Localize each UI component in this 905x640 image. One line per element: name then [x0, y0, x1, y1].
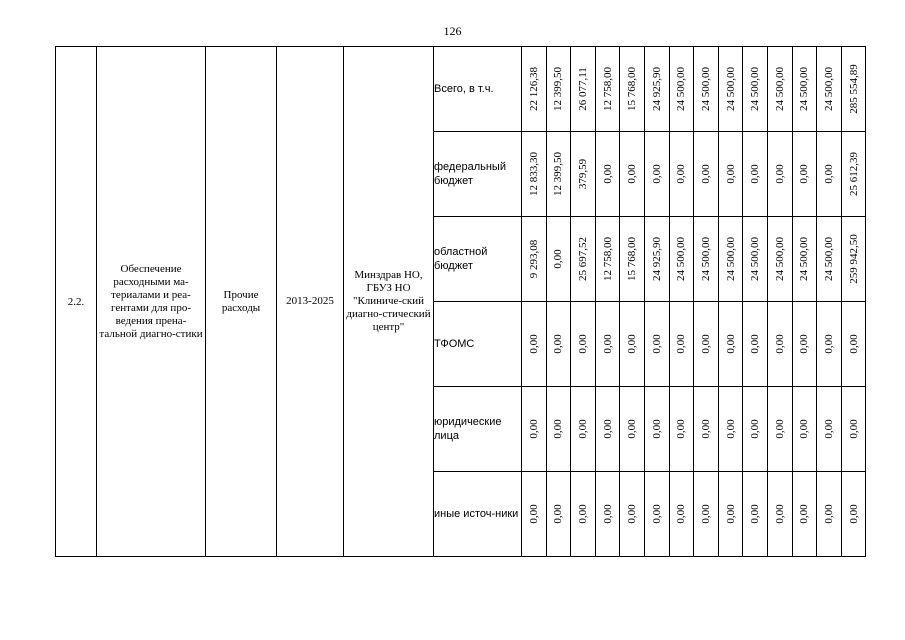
value-cell — [767, 387, 792, 472]
value-text: 0,00 — [822, 504, 835, 524]
value-text: 24 500,00 — [773, 67, 786, 111]
value-text: 0,00 — [822, 419, 835, 439]
value-cell — [669, 387, 694, 472]
value-text: 26 077,11 — [576, 67, 589, 111]
period-cell: 2013-2025 — [277, 47, 344, 557]
value-cell — [595, 217, 620, 302]
value-text: 12 399,50 — [552, 67, 565, 111]
value-text: 24 500,00 — [724, 67, 737, 111]
value-text: 0,00 — [773, 504, 786, 524]
value-cell — [841, 472, 866, 557]
value-text: 0,00 — [527, 334, 540, 354]
value-text: 24 500,00 — [822, 67, 835, 111]
value-text: 25 612,39 — [847, 152, 860, 196]
value-cell — [522, 472, 547, 557]
value-text: 0,00 — [749, 419, 762, 439]
value-text: 0,00 — [724, 334, 737, 354]
value-cell — [743, 217, 768, 302]
value-cell — [669, 217, 694, 302]
value-cell — [767, 217, 792, 302]
value-text: 12 758,00 — [601, 67, 614, 111]
value-text: 0,00 — [552, 504, 565, 524]
value-text: 0,00 — [675, 419, 688, 439]
value-cell — [817, 47, 842, 132]
value-text: 285 554,89 — [847, 64, 860, 114]
value-cell — [571, 387, 596, 472]
value-cell — [595, 472, 620, 557]
value-cell — [718, 387, 743, 472]
value-text: 15 768,00 — [626, 237, 639, 281]
value-text: 0,00 — [650, 164, 663, 184]
value-cell — [571, 217, 596, 302]
value-text: 0,00 — [773, 419, 786, 439]
value-cell — [792, 472, 817, 557]
value-cell — [694, 387, 719, 472]
budget-table — [55, 46, 866, 557]
value-text: 0,00 — [675, 164, 688, 184]
value-cell — [546, 302, 571, 387]
value-cell — [546, 217, 571, 302]
value-text: 0,00 — [699, 419, 712, 439]
value-cell — [595, 132, 620, 217]
value-cell — [546, 47, 571, 132]
value-cell — [620, 47, 645, 132]
value-text: 0,00 — [601, 334, 614, 354]
value-cell — [669, 47, 694, 132]
value-text: 0,00 — [749, 164, 762, 184]
value-text: 0,00 — [601, 164, 614, 184]
value-cell — [669, 132, 694, 217]
funding-source-label: иные источ-ники — [434, 472, 522, 557]
value-text: 15 768,00 — [626, 67, 639, 111]
value-text: 0,00 — [822, 164, 835, 184]
value-cell — [546, 387, 571, 472]
value-cell — [841, 302, 866, 387]
value-cell — [522, 302, 547, 387]
value-cell — [694, 302, 719, 387]
value-cell — [718, 302, 743, 387]
value-text: 0,00 — [675, 334, 688, 354]
value-cell — [841, 217, 866, 302]
value-cell — [817, 217, 842, 302]
value-cell — [669, 302, 694, 387]
table-row — [56, 47, 866, 132]
value-cell — [792, 47, 817, 132]
value-text: 9 293,08 — [527, 239, 540, 279]
value-cell — [522, 217, 547, 302]
value-cell — [620, 387, 645, 472]
value-text: 0,00 — [552, 334, 565, 354]
value-text: 0,00 — [847, 334, 860, 354]
value-text: 24 500,00 — [798, 67, 811, 111]
value-cell — [718, 472, 743, 557]
value-cell — [522, 132, 547, 217]
value-cell — [595, 47, 620, 132]
value-cell — [644, 302, 669, 387]
value-text: 0,00 — [650, 504, 663, 524]
value-text: 0,00 — [699, 164, 712, 184]
value-text: 24 500,00 — [822, 237, 835, 281]
value-cell — [743, 472, 768, 557]
value-cell — [718, 132, 743, 217]
value-cell — [571, 472, 596, 557]
value-cell — [841, 132, 866, 217]
value-cell — [792, 217, 817, 302]
value-text: 0,00 — [749, 504, 762, 524]
value-text: 0,00 — [626, 504, 639, 524]
value-text: 0,00 — [675, 504, 688, 524]
value-text: 24 500,00 — [798, 237, 811, 281]
value-text: 0,00 — [576, 419, 589, 439]
value-cell — [694, 217, 719, 302]
value-text: 0,00 — [601, 504, 614, 524]
value-cell — [767, 47, 792, 132]
value-cell — [571, 302, 596, 387]
value-cell — [694, 132, 719, 217]
value-text: 24 500,00 — [699, 237, 712, 281]
value-text: 0,00 — [552, 249, 565, 269]
value-text: 24 500,00 — [749, 67, 762, 111]
value-cell — [620, 217, 645, 302]
value-text: 24 500,00 — [749, 237, 762, 281]
value-text: 0,00 — [601, 419, 614, 439]
value-cell — [743, 302, 768, 387]
funding-source-label: ТФОМС — [434, 302, 522, 387]
value-cell — [620, 302, 645, 387]
value-cell — [669, 472, 694, 557]
row-name-cell: Обеспечение расходными ма-териалами и реа-гентами для про-ведения прена-тальной диагно-стики — [97, 47, 206, 557]
value-text: 0,00 — [798, 164, 811, 184]
value-text: 24 500,00 — [724, 237, 737, 281]
funding-source-label: юридические лица — [434, 387, 522, 472]
value-text: 24 500,00 — [675, 237, 688, 281]
value-cell — [644, 132, 669, 217]
value-text: 25 697,52 — [576, 237, 589, 281]
value-text: 0,00 — [724, 419, 737, 439]
value-text: 24 500,00 — [675, 67, 688, 111]
value-text: 0,00 — [724, 164, 737, 184]
value-text: 24 500,00 — [699, 67, 712, 111]
value-text: 0,00 — [699, 504, 712, 524]
value-text: 0,00 — [822, 334, 835, 354]
funding-source-label: Всего, в т.ч. — [434, 47, 522, 132]
value-text: 12 833,30 — [527, 152, 540, 196]
value-text: 0,00 — [798, 504, 811, 524]
value-cell — [694, 472, 719, 557]
value-cell — [817, 132, 842, 217]
value-text: 12 399,50 — [552, 152, 565, 196]
value-cell — [792, 387, 817, 472]
value-cell — [792, 132, 817, 217]
value-text: 0,00 — [847, 419, 860, 439]
funding-source-label: федеральный бюджет — [434, 132, 522, 217]
value-text: 24 925,90 — [650, 237, 663, 281]
page-number: 126 — [443, 24, 462, 38]
value-text: 0,00 — [527, 419, 540, 439]
value-cell — [792, 302, 817, 387]
value-cell — [546, 132, 571, 217]
value-cell — [522, 47, 547, 132]
value-text: 0,00 — [773, 164, 786, 184]
value-text: 0,00 — [699, 334, 712, 354]
row-number-cell: 2.2. — [56, 47, 97, 557]
value-cell — [743, 132, 768, 217]
value-cell — [718, 47, 743, 132]
value-text: 0,00 — [576, 334, 589, 354]
value-cell — [571, 47, 596, 132]
value-cell — [817, 302, 842, 387]
value-cell — [595, 387, 620, 472]
value-cell — [522, 387, 547, 472]
value-cell — [595, 302, 620, 387]
value-cell — [767, 302, 792, 387]
value-text: 24 925,90 — [650, 67, 663, 111]
value-text: 0,00 — [576, 504, 589, 524]
value-text: 0,00 — [527, 504, 540, 524]
value-text: 0,00 — [749, 334, 762, 354]
value-cell — [644, 472, 669, 557]
value-cell — [571, 132, 596, 217]
value-text: 379,59 — [576, 158, 589, 190]
value-text: 0,00 — [798, 419, 811, 439]
value-text: 0,00 — [650, 419, 663, 439]
value-cell — [767, 472, 792, 557]
value-text: 0,00 — [798, 334, 811, 354]
value-cell — [841, 387, 866, 472]
value-cell — [743, 47, 768, 132]
expense-type-cell: Прочие расходы — [206, 47, 277, 557]
value-cell — [620, 132, 645, 217]
value-text: 0,00 — [552, 419, 565, 439]
executor-cell: Минздрав НО, ГБУЗ НО "Клиниче-ский диагно-стический центр" — [344, 47, 434, 557]
value-cell — [817, 472, 842, 557]
value-cell — [817, 387, 842, 472]
value-cell — [743, 387, 768, 472]
value-cell — [546, 472, 571, 557]
value-text: 24 500,00 — [773, 237, 786, 281]
value-cell — [767, 132, 792, 217]
value-text: 0,00 — [626, 164, 639, 184]
value-text: 0,00 — [724, 504, 737, 524]
value-cell — [644, 387, 669, 472]
value-text: 22 126,38 — [527, 67, 540, 111]
value-cell — [718, 217, 743, 302]
value-text: 0,00 — [626, 334, 639, 354]
value-text: 259 942,50 — [847, 234, 860, 284]
value-cell — [841, 47, 866, 132]
value-cell — [644, 217, 669, 302]
value-cell — [644, 47, 669, 132]
value-text: 0,00 — [626, 419, 639, 439]
value-text: 0,00 — [847, 504, 860, 524]
value-cell — [620, 472, 645, 557]
value-text: 0,00 — [773, 334, 786, 354]
value-cell — [694, 47, 719, 132]
funding-source-label: областной бюджет — [434, 217, 522, 302]
value-text: 0,00 — [650, 334, 663, 354]
value-text: 12 758,00 — [601, 237, 614, 281]
